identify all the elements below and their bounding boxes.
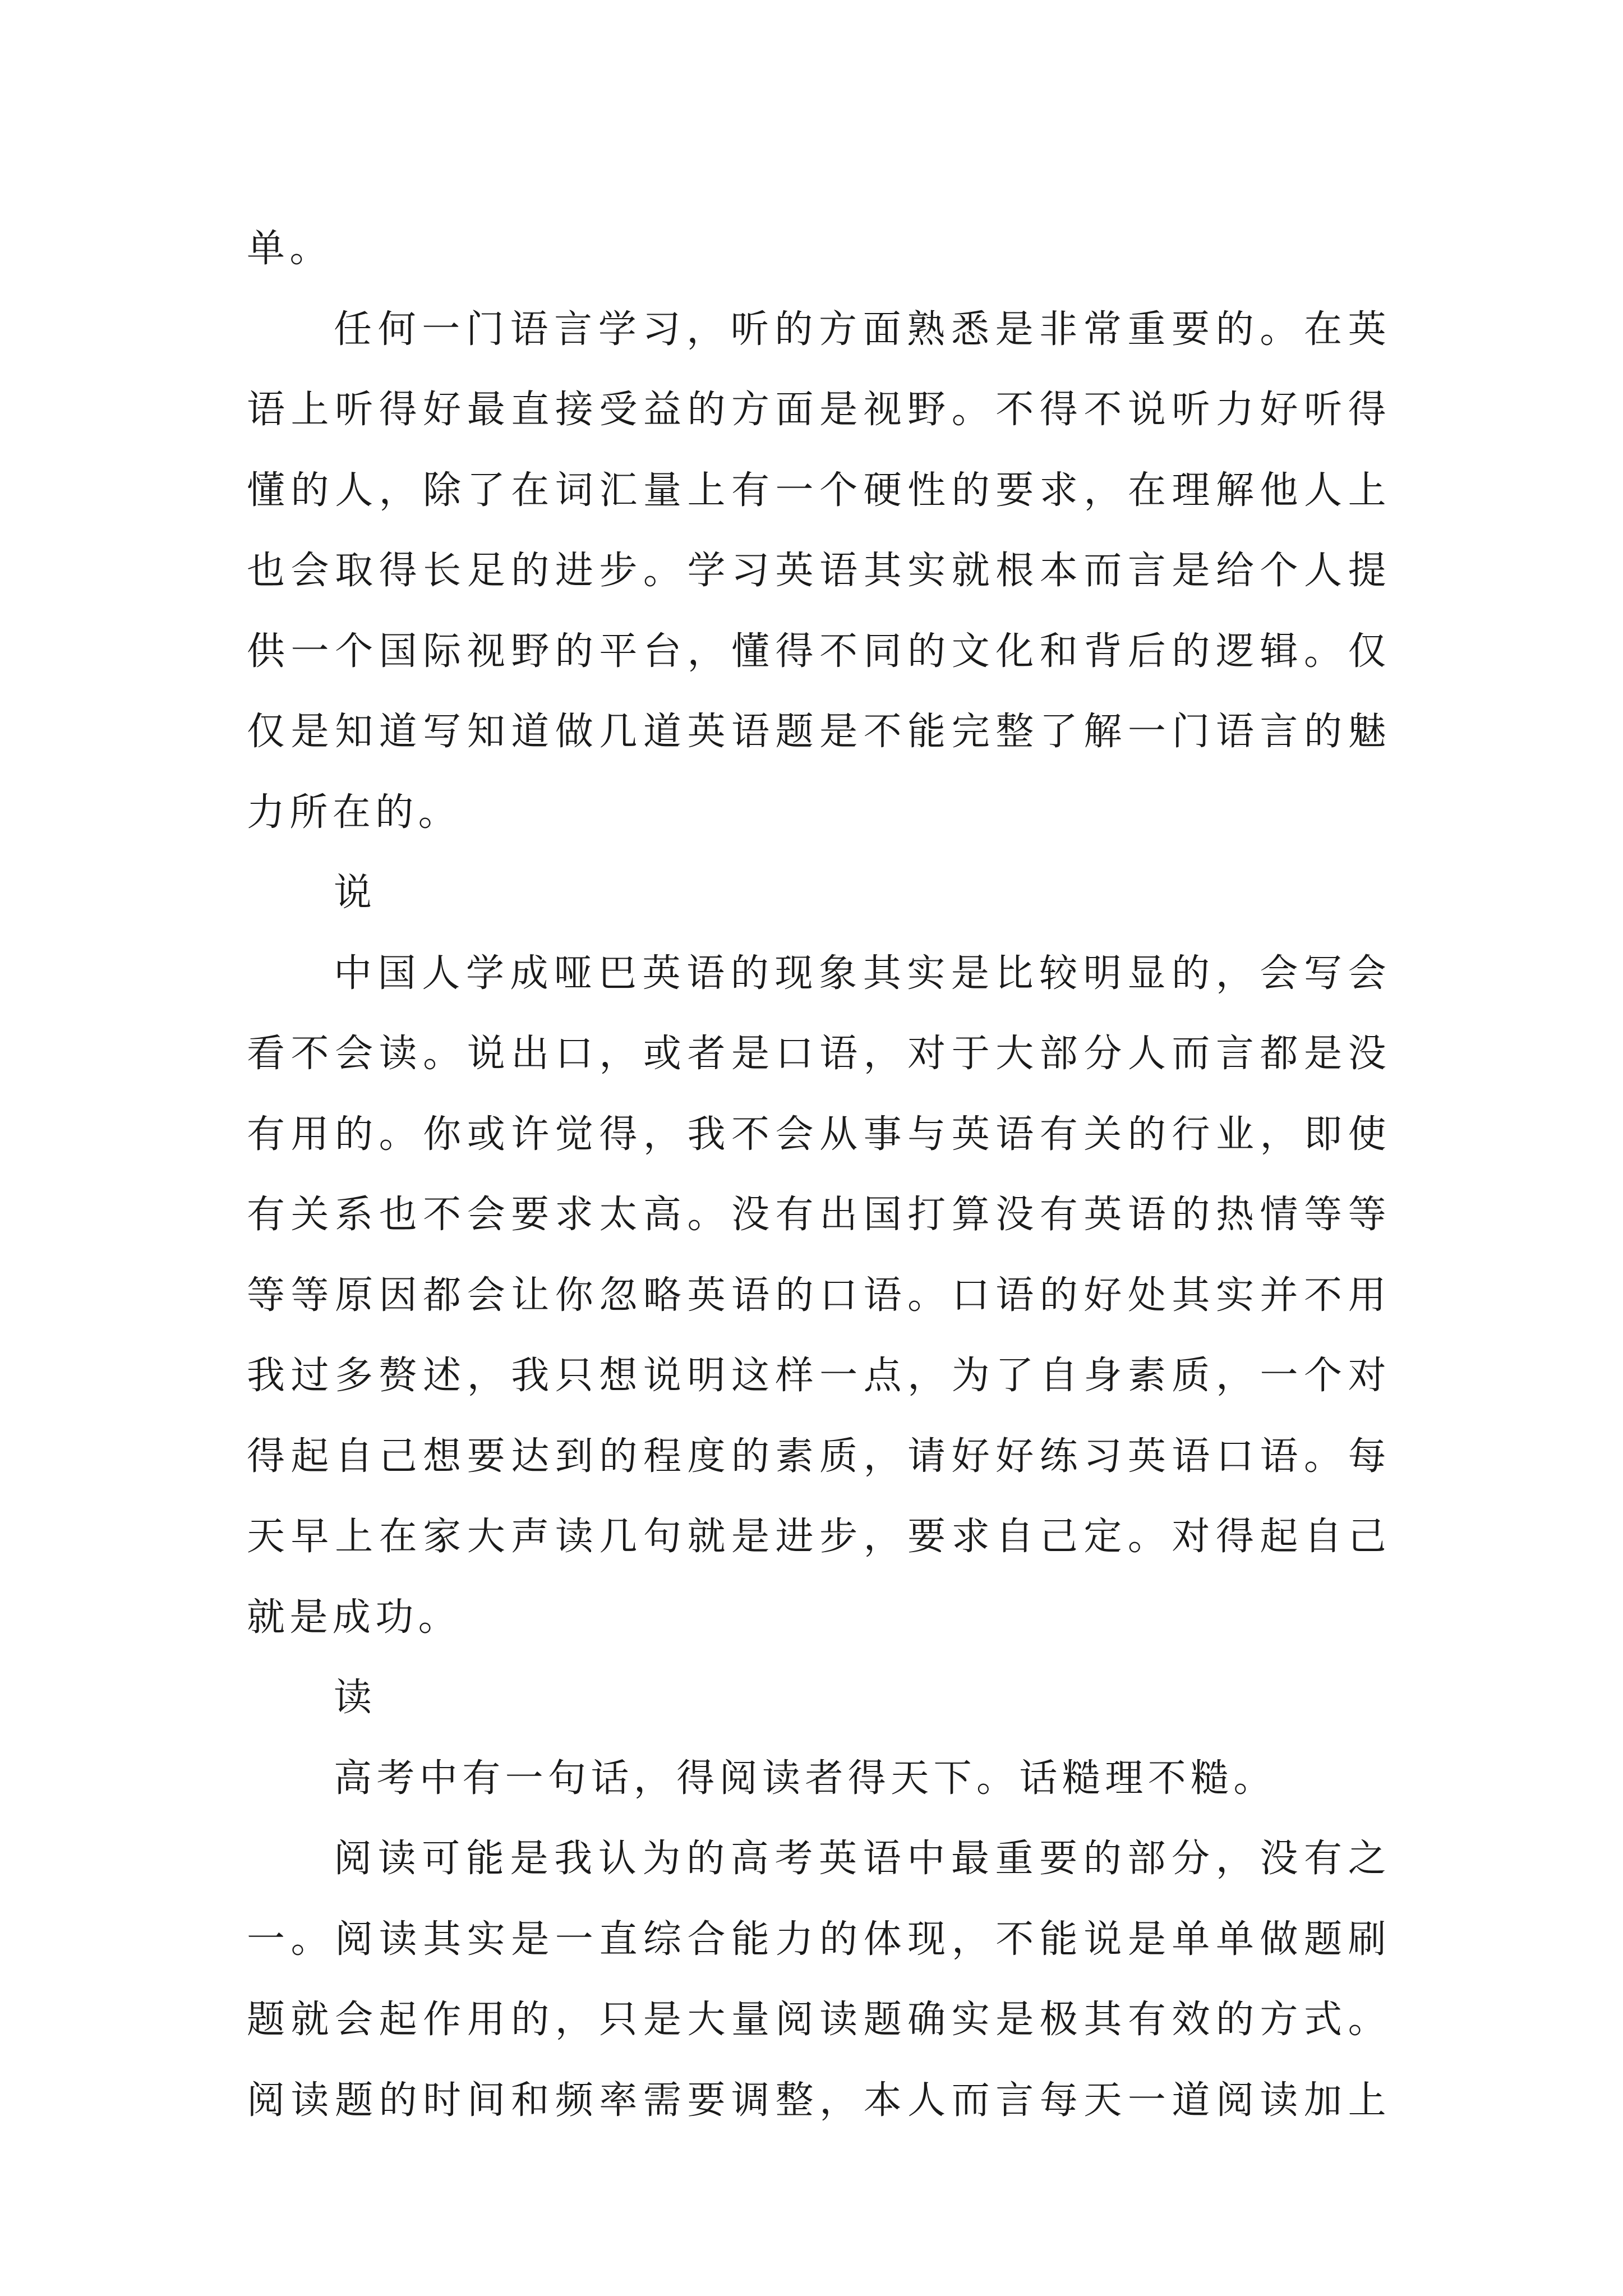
heading-reading: 读 [334, 1676, 377, 1720]
paragraph-reading-saying: 高考中有一句话，得阅读者得天下。话糙理不糙。 [334, 1756, 1276, 1801]
paragraph-listening: 任何一门语言学习，听的方面熟悉是非常重要的。在英语上听得好最直接受益的方面是视野。不得不说听力好听得懂的人，除了在词汇量上有一个硬性的要求，在理解他人上也会取得长足的进步。学习英语其实就根本而言是给个人提供一个国际视野的平台，懂得不同的文化和背后的逻辑。仅仅是知道写知道做几道英语题是不能完整了解一门语言的魅力所在的。 [247, 307, 1391, 835]
document-body [247, 209, 1391, 2141]
paragraph-reading: 阅读可能是我认为的高考英语中最重要的部分，没有之一。阅读其实是一直综合能力的体现，不能说是单单做题刷题就会起作用的，只是大量阅读题确实是极其有效的方式。阅读题的时间和频率需要调整，本人而言每天一道阅读加上 [247, 1837, 1391, 2123]
paragraph-speaking: 中国人学成哑巴英语的现象其实是比较明显的，会写会看不会读。说出口，或者是口语，对于大部分人而言都是没有用的。你或许觉得，我不会从事与英语有关的行业，即使有关系也不会要求太高。没有出国打算没有英语的热情等等等等原因都会让你忽略英语的口语。口语的好处其实并不用我过多赘述，我只想说明这样一点，为了自身素质，一个对得起自己想要达到的程度的素质，请好好练习英语口语。每天早上在家大声读几句就是进步，要求自己定。对得起自己就是成功。 [247, 951, 1391, 1640]
paragraph-continuation: 单。 [247, 227, 333, 271]
heading-speaking: 说 [334, 871, 377, 915]
